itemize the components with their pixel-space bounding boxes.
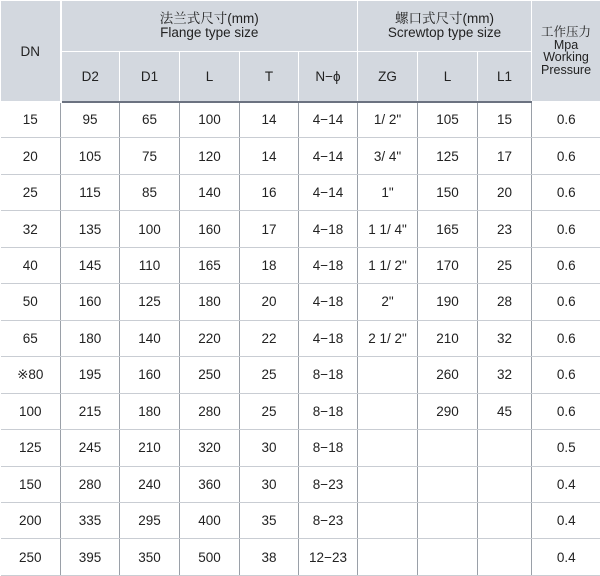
d1-cell: 210 — [120, 430, 180, 466]
table-row — [1, 102, 600, 138]
screw-l-cell: 125 — [418, 138, 478, 174]
t-cell: 30 — [240, 430, 299, 466]
pressure-cell: 0.4 — [532, 502, 600, 538]
l-cell: 160 — [180, 211, 240, 247]
dn-header: DN — [1, 1, 61, 102]
n-phi-cell: 4−18 — [299, 284, 358, 320]
dn-cell: 125 — [1, 430, 61, 466]
pressure-cell: 0.4 — [532, 539, 600, 575]
pressure-cell: 0.6 — [532, 393, 600, 429]
pressure-cell: 0.6 — [532, 138, 600, 174]
l1-cell: 17 — [478, 138, 532, 174]
table-row — [1, 502, 600, 538]
d2-cell: 105 — [61, 138, 120, 174]
flange-group-title-en: Flange type size — [62, 26, 358, 40]
l-cell: 165 — [180, 247, 240, 283]
flange-group-title-cn: 法兰式尺寸(mm) — [62, 12, 358, 26]
col-header-d1: D1 — [120, 52, 180, 102]
col-header-n-phi: N−ϕ — [299, 52, 358, 102]
d1-cell: 85 — [120, 174, 180, 210]
col-header-d2: D2 — [61, 52, 120, 102]
n-phi-cell: 4−14 — [299, 138, 358, 174]
screw-l-cell — [418, 430, 478, 466]
pressure-cell: 0.6 — [532, 357, 600, 393]
pressure-cell: 0.6 — [532, 247, 600, 283]
t-cell: 38 — [240, 539, 299, 575]
d2-cell: 280 — [61, 466, 120, 502]
screw-l-cell: 290 — [418, 393, 478, 429]
d1-cell: 295 — [120, 502, 180, 538]
d2-cell: 335 — [61, 502, 120, 538]
table-row — [1, 211, 600, 247]
l-cell: 220 — [180, 320, 240, 356]
dn-cell: 20 — [1, 138, 61, 174]
dn-cell: 100 — [1, 393, 61, 429]
l-cell: 320 — [180, 430, 240, 466]
zg-cell: 2 1/ 2" — [358, 320, 418, 356]
zg-cell: 1 1/ 2" — [358, 247, 418, 283]
d2-cell: 145 — [61, 247, 120, 283]
screw-group-header — [358, 1, 532, 52]
col-header-zg: ZG — [358, 52, 418, 102]
pressure-header — [532, 1, 600, 102]
col-header-l1: L1 — [478, 52, 532, 102]
d1-cell: 240 — [120, 466, 180, 502]
zg-cell: 3/ 4" — [358, 138, 418, 174]
d1-cell: 110 — [120, 247, 180, 283]
n-phi-cell: 8−23 — [299, 466, 358, 502]
l-cell: 100 — [180, 102, 240, 138]
pressure-title-cn: 工作压力 — [532, 26, 600, 39]
l1-cell: 25 — [478, 247, 532, 283]
l1-cell: 15 — [478, 102, 532, 138]
pressure-cell: 0.6 — [532, 102, 600, 138]
table-row — [1, 393, 600, 429]
table-row — [1, 284, 600, 320]
d1-cell: 140 — [120, 320, 180, 356]
dn-cell: 200 — [1, 502, 61, 538]
flange-group-header — [61, 1, 358, 52]
table-row — [1, 138, 600, 174]
l-cell: 120 — [180, 138, 240, 174]
table-body — [1, 102, 600, 576]
screw-l-cell: 150 — [418, 174, 478, 210]
t-cell: 35 — [240, 502, 299, 538]
table-row — [1, 247, 600, 283]
n-phi-cell: 8−18 — [299, 393, 358, 429]
dn-cell: 150 — [1, 466, 61, 502]
t-cell: 17 — [240, 211, 299, 247]
zg-cell: 1 1/ 4" — [358, 211, 418, 247]
l1-cell — [478, 466, 532, 502]
dn-cell: 65 — [1, 320, 61, 356]
t-cell: 14 — [240, 138, 299, 174]
dn-cell: 32 — [1, 211, 61, 247]
zg-cell — [358, 539, 418, 575]
d2-cell: 245 — [61, 430, 120, 466]
l-cell: 140 — [180, 174, 240, 210]
dn-cell: ※80 — [1, 357, 61, 393]
table-row — [1, 174, 600, 210]
pressure-cell: 0.6 — [532, 320, 600, 356]
screw-l-cell: 165 — [418, 211, 478, 247]
screw-group-title-cn: 螺口式尺寸(mm) — [358, 12, 531, 26]
l-cell: 250 — [180, 357, 240, 393]
pressure-cell: 0.6 — [532, 211, 600, 247]
table-header — [1, 1, 600, 102]
l-cell: 500 — [180, 539, 240, 575]
n-phi-cell: 8−23 — [299, 502, 358, 538]
t-cell: 16 — [240, 174, 299, 210]
l1-cell — [478, 430, 532, 466]
d2-cell: 180 — [61, 320, 120, 356]
col-header-screw-l: L — [418, 52, 478, 102]
l1-cell — [478, 502, 532, 538]
d2-cell: 135 — [61, 211, 120, 247]
n-phi-cell: 4−14 — [299, 174, 358, 210]
l1-cell: 45 — [478, 393, 532, 429]
pressure-title-en-2: Pressure — [532, 64, 600, 77]
d1-cell: 100 — [120, 211, 180, 247]
d2-cell: 115 — [61, 174, 120, 210]
zg-cell — [358, 502, 418, 538]
l1-cell: 32 — [478, 357, 532, 393]
d1-cell: 180 — [120, 393, 180, 429]
n-phi-cell: 8−18 — [299, 357, 358, 393]
screw-l-cell: 190 — [418, 284, 478, 320]
t-cell: 18 — [240, 247, 299, 283]
col-header-t: T — [240, 52, 299, 102]
zg-cell: 2" — [358, 284, 418, 320]
l1-cell — [478, 539, 532, 575]
zg-cell: 1/ 2" — [358, 102, 418, 138]
zg-cell — [358, 430, 418, 466]
l-cell: 180 — [180, 284, 240, 320]
d1-cell: 75 — [120, 138, 180, 174]
zg-cell — [358, 393, 418, 429]
l-cell: 400 — [180, 502, 240, 538]
d2-cell: 160 — [61, 284, 120, 320]
l1-cell: 28 — [478, 284, 532, 320]
l-cell: 360 — [180, 466, 240, 502]
t-cell: 25 — [240, 357, 299, 393]
d1-cell: 65 — [120, 102, 180, 138]
pressure-unit: Mpa — [532, 39, 600, 52]
l-cell: 280 — [180, 393, 240, 429]
col-header-l: L — [180, 52, 240, 102]
pressure-cell: 0.6 — [532, 284, 600, 320]
t-cell: 30 — [240, 466, 299, 502]
d2-cell: 215 — [61, 393, 120, 429]
screw-l-cell — [418, 466, 478, 502]
screw-group-title-en: Screwtop type size — [358, 26, 531, 40]
d2-cell: 195 — [61, 357, 120, 393]
dn-cell: 40 — [1, 247, 61, 283]
pressure-title-en-1: Working — [532, 51, 600, 64]
t-cell: 25 — [240, 393, 299, 429]
screw-l-cell — [418, 539, 478, 575]
pressure-cell: 0.6 — [532, 174, 600, 210]
d1-cell: 160 — [120, 357, 180, 393]
n-phi-cell: 4−18 — [299, 211, 358, 247]
d2-cell: 95 — [61, 102, 120, 138]
n-phi-cell: 12−23 — [299, 539, 358, 575]
screw-l-cell: 105 — [418, 102, 478, 138]
d1-cell: 350 — [120, 539, 180, 575]
screw-l-cell: 170 — [418, 247, 478, 283]
table-row — [1, 320, 600, 356]
screw-l-cell: 260 — [418, 357, 478, 393]
dn-cell: 25 — [1, 174, 61, 210]
table-row — [1, 357, 600, 393]
n-phi-cell: 4−18 — [299, 320, 358, 356]
t-cell: 20 — [240, 284, 299, 320]
screw-l-cell: 210 — [418, 320, 478, 356]
n-phi-cell: 8−18 — [299, 430, 358, 466]
pressure-cell: 0.4 — [532, 466, 600, 502]
t-cell: 22 — [240, 320, 299, 356]
zg-cell — [358, 466, 418, 502]
dn-cell: 15 — [1, 102, 61, 138]
t-cell: 14 — [240, 102, 299, 138]
table-row — [1, 466, 600, 502]
dn-cell: 250 — [1, 539, 61, 575]
d1-cell: 125 — [120, 284, 180, 320]
n-phi-cell: 4−18 — [299, 247, 358, 283]
l1-cell: 32 — [478, 320, 532, 356]
table-row — [1, 430, 600, 466]
dn-cell: 50 — [1, 284, 61, 320]
table-row — [1, 539, 600, 575]
l1-cell: 20 — [478, 174, 532, 210]
pressure-cell: 0.5 — [532, 430, 600, 466]
l1-cell: 23 — [478, 211, 532, 247]
screw-l-cell — [418, 502, 478, 538]
zg-cell — [358, 357, 418, 393]
zg-cell: 1" — [358, 174, 418, 210]
n-phi-cell: 4−14 — [299, 102, 358, 138]
d2-cell: 395 — [61, 539, 120, 575]
